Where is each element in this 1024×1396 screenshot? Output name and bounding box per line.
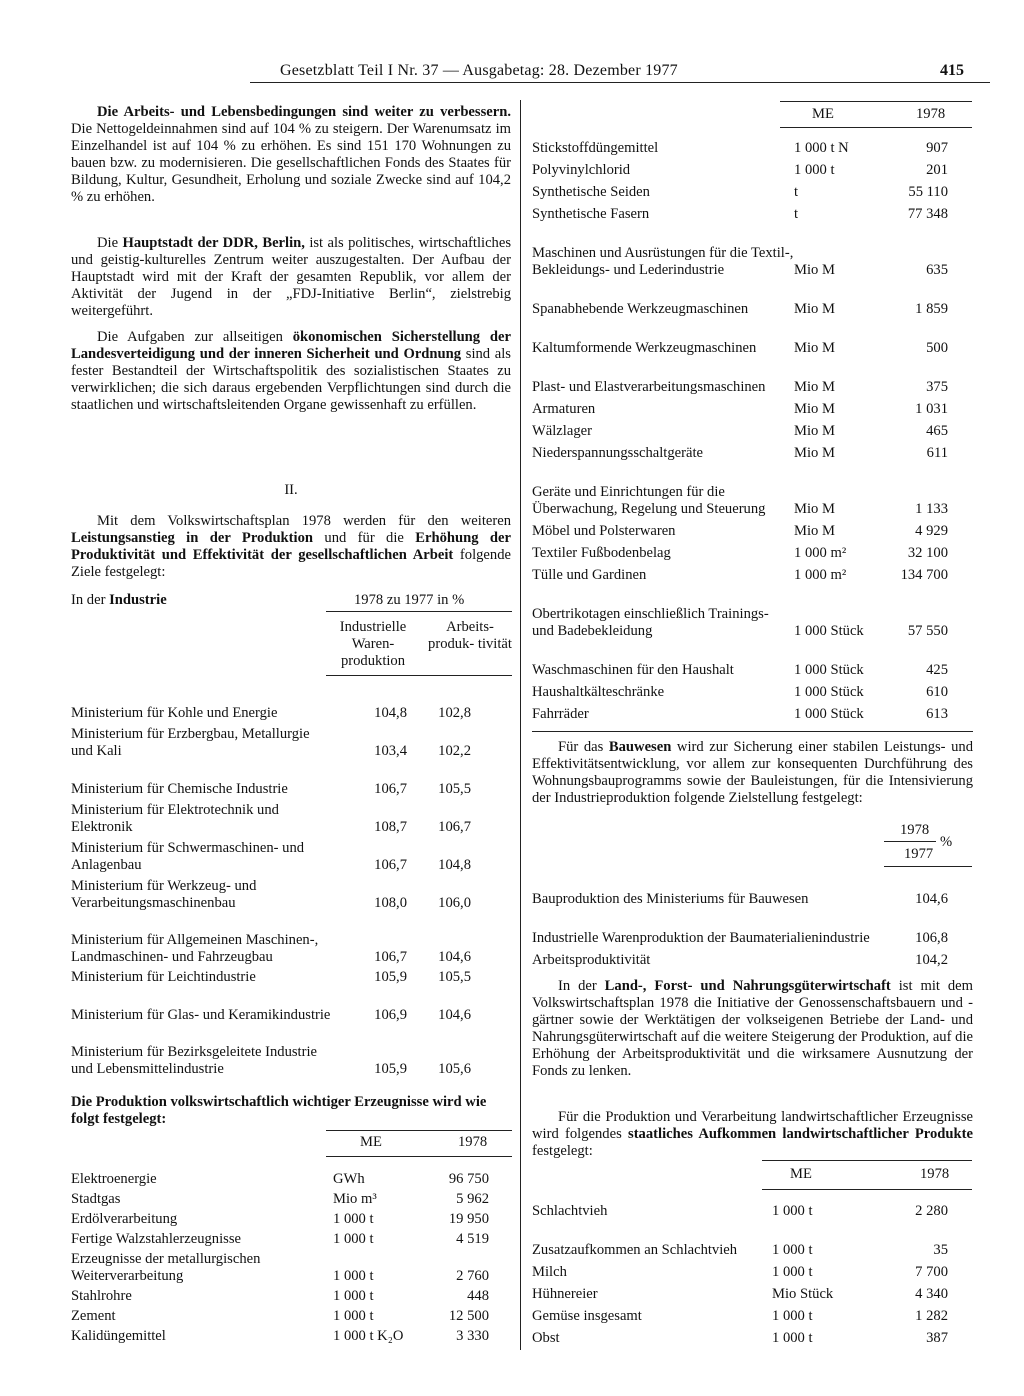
table-cell-value: 108,7 bbox=[374, 819, 407, 835]
table-cell-name: Zusatzaufkommen an Schlachtvieh bbox=[532, 1242, 738, 1258]
table-row bbox=[71, 966, 511, 986]
table-cell-name: Bauproduktion des Ministeriums für Bauwesen bbox=[532, 891, 809, 907]
table-cell-value: 425 bbox=[926, 662, 948, 678]
table-cell-unit: 1 000 t bbox=[772, 1264, 813, 1280]
table-cell-value: 105,5 bbox=[438, 781, 471, 797]
table-cell-unit: Mio M bbox=[794, 523, 835, 539]
table-cell-value: 108,0 bbox=[374, 895, 407, 911]
table-row bbox=[71, 722, 511, 760]
table-cell-value: 106,7 bbox=[374, 781, 407, 797]
table-rule bbox=[762, 1160, 972, 1161]
paragraph-bold-text: Die Arbeits- und Lebensbedingungen sind weiter zu verbessern. bbox=[97, 104, 511, 120]
column-head-year: 1978 bbox=[458, 1134, 488, 1150]
table-cell-value: 1 282 bbox=[915, 1308, 948, 1324]
table-cell-value: 106,8 bbox=[915, 930, 948, 946]
table-cell-unit: t bbox=[794, 184, 799, 200]
table-cell-value: 610 bbox=[926, 684, 948, 700]
table-cell-unit: 1 000 t bbox=[772, 1330, 813, 1346]
table-row bbox=[71, 1248, 511, 1285]
table-cell-name: Hühnereier bbox=[532, 1286, 598, 1302]
table-cell-value: 77 348 bbox=[907, 206, 948, 222]
paragraph-text: ist mit dem Volkswirtschaftsplan 1978 die Initiative der Genossenschaftsbauern und -gärtner sowie der Werktätigen der volkseigenen Betriebe der Land- und Nahrungsgüterwirtschaft auf die weitere Steigerung der Produktion, auf die Erhöhung der Arbeitsproduktivität und die wirksamere Ausnutzung der Fonds zu lenken. bbox=[532, 978, 973, 1079]
table-row bbox=[532, 440, 973, 462]
paragraph-berlin bbox=[71, 235, 511, 320]
table-cell-unit: Mio M bbox=[794, 445, 835, 461]
bau-table bbox=[532, 870, 973, 969]
paragraph-bold-text: Leistungsanstieg in der Produktion bbox=[71, 530, 314, 546]
table-cell-value: 4 519 bbox=[456, 1231, 489, 1247]
table-cell-name: Schlachtvieh bbox=[532, 1203, 608, 1219]
table-cell-value: 5 962 bbox=[456, 1191, 489, 1207]
paragraph-bold-text: ökonomischen Sicherstellung der Landesverteidigung und der inneren Sicherheit und Ordnung bbox=[71, 329, 511, 362]
table-cell-unit: Mio M bbox=[794, 401, 835, 417]
paragraph-bold-text: Erhöhung der Produktivität und Effektivität der gesellschaftlichen Arbeit bbox=[71, 530, 511, 563]
table-cell-unit: Mio Stück bbox=[772, 1286, 834, 1302]
table-cell-value: 2 280 bbox=[915, 1203, 948, 1219]
paragraph-living-conditions bbox=[71, 104, 511, 206]
page-number: 415 bbox=[940, 62, 964, 79]
table-cell-value: 134 700 bbox=[900, 567, 948, 583]
table-cell-value: 1 133 bbox=[915, 501, 948, 517]
table-cell-unit: t bbox=[794, 206, 799, 222]
table-cell-name: Kalidüngemittel bbox=[71, 1328, 166, 1344]
table-row bbox=[532, 679, 973, 701]
table-row bbox=[532, 462, 973, 518]
column-head-me: ME bbox=[812, 106, 834, 122]
table-row bbox=[532, 1325, 973, 1347]
paragraph-text: Für das bbox=[558, 739, 609, 755]
table-row bbox=[71, 684, 511, 722]
paragraph-text: und für die bbox=[313, 530, 416, 546]
table-cell-value: 1 859 bbox=[915, 301, 948, 317]
column-head-me: ME bbox=[360, 1134, 382, 1150]
table-row bbox=[71, 1168, 511, 1188]
table-cell-name: Textiler Fußbodenbelag bbox=[532, 545, 671, 561]
table-rule bbox=[326, 611, 512, 612]
table-cell-value: 1 031 bbox=[915, 401, 948, 417]
table-cell-unit: 1 000 Stück bbox=[794, 706, 864, 722]
fraction-rule bbox=[884, 841, 936, 842]
table-cell-name: Erdölverarbeitung bbox=[71, 1211, 178, 1227]
industry-table bbox=[71, 684, 511, 1078]
column-head-warenproduktion: Industrielle Waren- produktion bbox=[339, 619, 407, 669]
paragraph-text: wird zur Sicherung einer stabilen Leistungs- und Effektivitätsentwicklung, vor allem zur konsequenten Durchführung des Wohnungsbauprogramms sowie der Bauleistungen, für die Intensivierung der Industrieproduktion folgende Zielstellung festgelegt: bbox=[532, 739, 973, 806]
paragraph-bold-text: Land-, Forst- und Nahrungsgüterwirtschaft bbox=[604, 978, 891, 994]
table-row bbox=[71, 760, 511, 798]
table-cell-unit: GWh bbox=[333, 1171, 365, 1187]
column-head-year: 1978 bbox=[916, 106, 946, 122]
table-cell-value: 387 bbox=[926, 1330, 948, 1346]
table-cell-value: 104,2 bbox=[915, 952, 948, 968]
table-cell-name: Synthetische Fasern bbox=[532, 206, 650, 222]
paragraph-text: In der bbox=[558, 978, 605, 994]
table-rule bbox=[780, 101, 972, 102]
table-cell-name: Zement bbox=[71, 1308, 116, 1324]
table-row bbox=[532, 540, 973, 562]
table-cell-name: Ministerium für Glas- und Keramikindustrie bbox=[71, 1007, 331, 1023]
table-cell-name: Ministerium für Kohle und Energie bbox=[71, 705, 278, 721]
fraction-top: 1978 bbox=[900, 822, 930, 838]
table-cell-value: 104,8 bbox=[438, 857, 471, 873]
table-cell-unit: 1 000 t bbox=[333, 1231, 374, 1247]
table-cell-unit: 1 000 t bbox=[333, 1211, 374, 1227]
table-row bbox=[532, 418, 973, 440]
table-rule bbox=[326, 1156, 512, 1157]
table-cell-name: Fertige Walzstahlerzeugnisse bbox=[71, 1231, 241, 1247]
table-cell-unit: Mio M bbox=[794, 301, 835, 317]
table-cell-name: Ministerium für Erzbergbau, Metallurgie und Kali bbox=[71, 726, 310, 759]
table-cell-name: Wälzlager bbox=[532, 423, 592, 439]
table-rule bbox=[780, 127, 972, 128]
table-cell-name: Niederspannungsschaltgeräte bbox=[532, 445, 704, 461]
table-cell-name: Ministerium für Allgemeinen Maschinen-, Landmaschinen- und Fahrzeugbau bbox=[71, 932, 319, 965]
table-cell-value: 3 330 bbox=[456, 1328, 489, 1344]
paragraph-text: festgelegt: bbox=[532, 1143, 593, 1159]
paragraph-text: Die bbox=[97, 235, 123, 251]
table-cell-name: Fahrräder bbox=[532, 706, 589, 722]
table-cell-value: 32 100 bbox=[907, 545, 948, 561]
table-row bbox=[532, 1281, 973, 1303]
table-cell-value: 613 bbox=[926, 706, 948, 722]
table-row bbox=[71, 1024, 511, 1078]
table-cell-name: Polyvinylchlorid bbox=[532, 162, 631, 178]
table-cell-value: 4 340 bbox=[915, 1286, 948, 1302]
table-row bbox=[532, 947, 973, 969]
table-cell-name: Ministerium für Elektrotechnik und Elektronik bbox=[71, 802, 279, 835]
table-row bbox=[532, 1220, 973, 1259]
table-row bbox=[71, 1228, 511, 1248]
table-cell-name: Ministerium für Werkzeug- und Verarbeitungsmaschinenbau bbox=[71, 878, 257, 911]
table-cell-unit: 1 000 t bbox=[333, 1268, 374, 1284]
table-cell-unit: 1 000 t bbox=[794, 162, 835, 178]
table-cell-value: 375 bbox=[926, 379, 948, 395]
table-cell-unit: Mio M bbox=[794, 501, 835, 517]
table-cell-value: 106,7 bbox=[438, 819, 471, 835]
agri-table bbox=[532, 1198, 973, 1347]
table-cell-name: Möbel und Polsterwaren bbox=[532, 523, 676, 539]
column-head-arbeitsproduktivitaet: Arbeits- produk- tivität bbox=[428, 619, 512, 652]
table-cell-unit: 1 000 t N bbox=[794, 140, 849, 156]
table-cell-unit: 1 000 t bbox=[772, 1242, 813, 1258]
table-row bbox=[71, 1285, 511, 1305]
table-cell-value: 500 bbox=[926, 340, 948, 356]
paragraph-text: Mit dem Volkswirtschaftsplan 1978 werden für den weiteren bbox=[97, 513, 511, 529]
table-cell-value: 448 bbox=[467, 1288, 489, 1304]
table-cell-value: 106,7 bbox=[374, 949, 407, 965]
table-cell-value: 105,9 bbox=[374, 969, 407, 985]
paragraph-text: Für die Produktion und Verarbeitung landwirtschaftlicher Erzeugnisse wird folgendes bbox=[532, 1109, 973, 1142]
table-row bbox=[71, 986, 511, 1024]
industry-column-head: 1978 zu 1977 in % bbox=[354, 592, 465, 608]
table-cell-name: Stickstoffdüngemittel bbox=[532, 140, 659, 156]
table-rule bbox=[326, 1130, 512, 1131]
table-cell-value: 106,9 bbox=[374, 1007, 407, 1023]
table-row bbox=[71, 836, 511, 874]
table-row bbox=[71, 798, 511, 836]
paragraph-text: sind als fester Bestandteil der Wirtschaftspolitik des sozialistischen Staates zu verwirklichen; die sich daraus ergebenden Verpflichtungen sind durch die staatlichen und wirtschaftsleitenden Organe gewissenhaft zu erfüllen. bbox=[71, 346, 511, 413]
table-rule bbox=[884, 866, 972, 867]
table-cell-value: 12 500 bbox=[448, 1308, 489, 1324]
table-cell-value: 105,6 bbox=[438, 1061, 471, 1077]
table-row bbox=[532, 135, 973, 157]
table-cell-unit: 1 000 Stück bbox=[794, 662, 864, 678]
paragraph-text: Die Aufgaben zur allseitigen bbox=[97, 329, 293, 345]
table-cell-unit: 1 000 t K₂O bbox=[333, 1328, 404, 1344]
paragraph-goals bbox=[71, 513, 511, 581]
column-head-year: 1978 bbox=[920, 1166, 950, 1182]
label-bold-text: Industrie bbox=[109, 592, 167, 608]
header-title: Gesetzblatt Teil I Nr. 37 — Ausgabetag: 28. Dezember 1977 bbox=[280, 62, 678, 79]
table-row bbox=[532, 396, 973, 418]
table-rule bbox=[532, 731, 973, 732]
table-cell-name: Gemüse insgesamt bbox=[532, 1308, 642, 1324]
table-cell-name: Spanabhebende Werkzeugmaschinen bbox=[532, 301, 749, 317]
table-cell-unit: 1 000 t bbox=[772, 1203, 813, 1219]
table-row bbox=[71, 912, 511, 966]
table-cell-value: 907 bbox=[926, 140, 948, 156]
table-cell-name: Waschmaschinen für den Haushalt bbox=[532, 662, 734, 678]
table-row bbox=[532, 157, 973, 179]
table-cell-name: Ministerium für Leichtindustrie bbox=[71, 969, 256, 985]
table-cell-name: Maschinen und Ausrüstungen für die Textil-, Bekleidungs- und Lederindustrie bbox=[532, 245, 794, 278]
table-row bbox=[532, 640, 973, 679]
table-cell-unit: 1 000 t bbox=[333, 1308, 374, 1324]
table-cell-name: Stadtgas bbox=[71, 1191, 121, 1207]
table-row bbox=[71, 1208, 511, 1228]
paragraph-bauwesen bbox=[532, 739, 973, 807]
table-cell-unit: 1 000 m² bbox=[794, 545, 847, 561]
table-cell-value: 106,0 bbox=[438, 895, 471, 911]
paragraph-bold-text: Bauwesen bbox=[608, 739, 672, 755]
table-row bbox=[532, 201, 973, 223]
table-cell-value: 201 bbox=[926, 162, 948, 178]
paragraph-text: ist als politisches, wirtschaftliches und geistig-kulturelles Zentrum weiter auszugestalten. Der Aufbau der Hauptstadt wird mit der Kraft der gesamten Republik, vor allem der Aktivität der Jugend in der „FDJ-Initiative Berlin“, zielstrebig weitergeführt. bbox=[71, 235, 511, 319]
table-cell-value: 105,5 bbox=[438, 969, 471, 985]
table-rule bbox=[762, 1189, 972, 1190]
table-cell-value: 7 700 bbox=[915, 1264, 948, 1280]
table-cell-unit: Mio M bbox=[794, 423, 835, 439]
table-cell-value: 635 bbox=[926, 262, 948, 278]
table-cell-name: Obertrikotagen einschließlich Trainings- und Badebekleidung bbox=[532, 606, 769, 639]
table-row bbox=[532, 279, 973, 318]
table-cell-unit: 1 000 t bbox=[772, 1308, 813, 1324]
table-row bbox=[532, 223, 973, 279]
table-rule bbox=[326, 675, 512, 676]
table-cell-value: 19 950 bbox=[448, 1211, 489, 1227]
table-row bbox=[71, 1325, 511, 1345]
table-cell-name: Geräte und Einrichtungen für die Überwachung, Regelung und Steuerung bbox=[532, 484, 766, 517]
table-cell-value: 2 760 bbox=[456, 1268, 489, 1284]
paragraph-defense bbox=[71, 329, 511, 414]
column-divider bbox=[520, 100, 521, 1350]
paragraph-bold-text: staatliches Aufkommen landwirtschaftlicher Produkte bbox=[628, 1126, 973, 1142]
table-cell-value: 104,6 bbox=[438, 1007, 471, 1023]
table-cell-name: Ministerium für Schwermaschinen- und Anlagenbau bbox=[71, 840, 305, 873]
table-cell-value: 55 110 bbox=[908, 184, 948, 200]
table-row bbox=[532, 318, 973, 357]
label-text: In der bbox=[71, 592, 110, 608]
table-row bbox=[532, 701, 973, 723]
table-row bbox=[532, 908, 973, 947]
table-cell-unit: Mio M bbox=[794, 340, 835, 356]
header-rule bbox=[250, 82, 990, 83]
table-row bbox=[532, 584, 973, 640]
table-cell-value: 104,8 bbox=[374, 705, 407, 721]
table-cell-name: Industrielle Warenproduktion der Baumaterialienindustrie bbox=[532, 930, 870, 946]
table-cell-name: Milch bbox=[532, 1264, 567, 1280]
production-table-left bbox=[71, 1168, 511, 1345]
table-cell-value: 104,6 bbox=[438, 949, 471, 965]
table-cell-name: Elektroenergie bbox=[71, 1171, 157, 1187]
table-cell-unit: Mio M bbox=[794, 262, 835, 278]
table-cell-unit: 1 000 m² bbox=[794, 567, 847, 583]
table-cell-value: 105,9 bbox=[374, 1061, 407, 1077]
table-cell-value: 106,7 bbox=[374, 857, 407, 873]
paragraph-text: Die Nettogeldeinnahmen sind auf 104 % zu steigern. Der Warenumsatz im Einzelhandel ist auf 104 % zu erhöhen. Es sind 151 170 Wohnungen zu bauen bzw. zu modernisieren. Die gesellschaftlichen Fonds des Staates für Bildung, Kultur, Gesundheit, Erholung und soziale Zwecke sind auf 104,2 % zu erhöhen. bbox=[71, 121, 511, 205]
table-row bbox=[71, 1305, 511, 1325]
table-cell-name: Tülle und Gardinen bbox=[532, 567, 647, 583]
table-cell-value: 35 bbox=[933, 1242, 948, 1258]
column-head-me: ME bbox=[790, 1166, 812, 1182]
table-cell-unit: Mio M bbox=[794, 379, 835, 395]
table-cell-name: Stahlrohre bbox=[71, 1288, 132, 1304]
table-cell-unit: 1 000 Stück bbox=[794, 623, 864, 639]
table-cell-name: Synthetische Seiden bbox=[532, 184, 650, 200]
table-row bbox=[532, 518, 973, 540]
production-table-right bbox=[532, 135, 973, 723]
table-cell-name: Erzeugnisse der metallurgischen Weiterverarbeitung bbox=[71, 1251, 261, 1284]
paragraph-text: folgende Ziele festgelegt: bbox=[71, 547, 511, 580]
table-cell-value: 96 750 bbox=[448, 1171, 489, 1187]
table-row bbox=[532, 1303, 973, 1325]
table-cell-name: Plast- und Elastverarbeitungsmaschinen bbox=[532, 379, 766, 395]
table-cell-name: Ministerium für Chemische Industrie bbox=[71, 781, 288, 797]
table-cell-name: Armaturen bbox=[532, 401, 596, 417]
table-cell-name: Haushaltkälteschränke bbox=[532, 684, 665, 700]
table-row bbox=[532, 179, 973, 201]
table-cell-value: 4 929 bbox=[915, 523, 948, 539]
table-row bbox=[532, 870, 973, 908]
table-row bbox=[532, 1259, 973, 1281]
table-cell-name: Arbeitsproduktivität bbox=[532, 952, 651, 968]
table-row bbox=[532, 562, 973, 584]
table-cell-unit: Mio m³ bbox=[333, 1191, 377, 1207]
table-cell-value: 103,4 bbox=[374, 743, 407, 759]
table-row bbox=[532, 357, 973, 396]
table-row bbox=[532, 1198, 973, 1220]
industry-label bbox=[71, 592, 167, 609]
table-cell-name: Kaltumformende Werkzeugmaschinen bbox=[532, 340, 757, 356]
paragraph-landwirtschaft bbox=[532, 978, 973, 1080]
table-cell-unit: 1 000 Stück bbox=[794, 684, 864, 700]
table-cell-name: Ministerium für Bezirksgeleitete Industrie und Lebensmittelindustrie bbox=[71, 1044, 317, 1077]
table-cell-value: 57 550 bbox=[907, 623, 948, 639]
fraction-bottom: 1977 bbox=[904, 846, 934, 862]
paragraph-aufkommen bbox=[532, 1109, 973, 1160]
section-heading: II. bbox=[284, 482, 298, 498]
table-cell-value: 104,6 bbox=[915, 891, 948, 907]
table-cell-name: Obst bbox=[532, 1330, 560, 1346]
paragraph-bold-text: Hauptstadt der DDR, Berlin, bbox=[122, 235, 305, 251]
table-cell-value: 102,8 bbox=[438, 705, 471, 721]
table-cell-value: 611 bbox=[926, 445, 948, 461]
table-row bbox=[71, 874, 511, 912]
table-cell-unit: 1 000 t bbox=[333, 1288, 374, 1304]
table-cell-value: 465 bbox=[926, 423, 948, 439]
table-row bbox=[71, 1188, 511, 1208]
table-cell-value: 102,2 bbox=[438, 743, 471, 759]
percent-sign: % bbox=[940, 834, 953, 850]
production-heading: Die Produktion volkswirtschaftlich wichtiger Erzeugnisse wird wie folgt festgelegt: bbox=[71, 1094, 487, 1127]
